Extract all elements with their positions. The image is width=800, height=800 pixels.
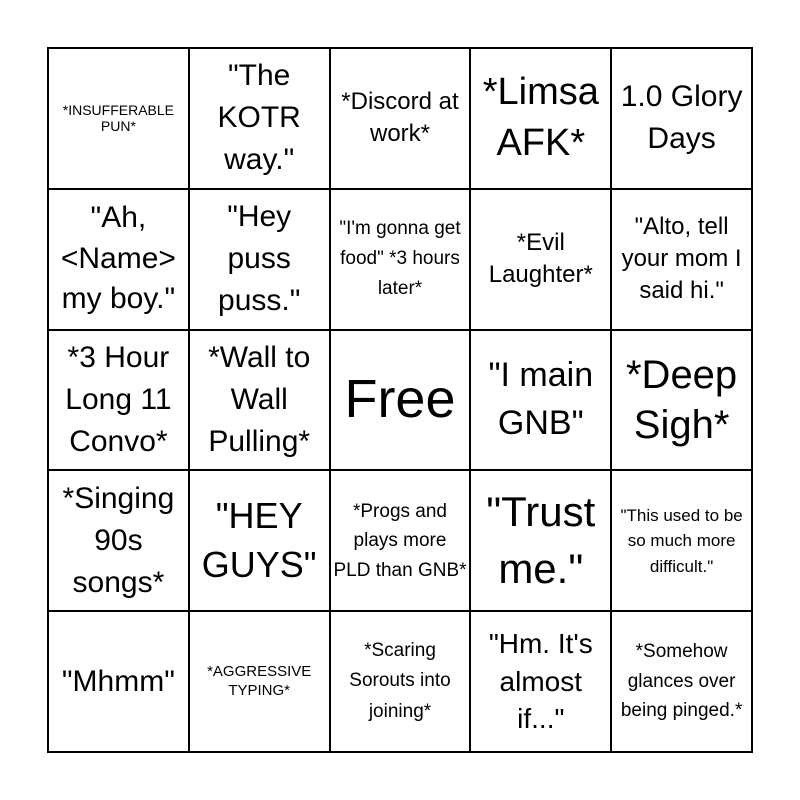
bingo-cell-r4c2[interactable]: "HEY GUYS": [190, 471, 331, 612]
bingo-cell-r5c1[interactable]: "Mhmm": [49, 612, 190, 753]
bingo-cell-r1c5[interactable]: 1.0 Glory Days: [612, 49, 753, 190]
bingo-cell-r1c2[interactable]: "The KOTR way.": [190, 49, 331, 190]
bingo-cell-r5c4[interactable]: "Hm. It's almost if...": [471, 612, 612, 753]
bingo-cell-r3c5[interactable]: *Deep Sigh*: [612, 331, 753, 472]
bingo-cell-r4c3[interactable]: *Progs and plays more PLD than GNB*: [331, 471, 472, 612]
bingo-cell-r1c3[interactable]: *Discord at work*: [331, 49, 472, 190]
bingo-cell-r2c1[interactable]: "Ah, <Name> my boy.": [49, 190, 190, 331]
bingo-cell-r2c2[interactable]: "Hey puss puss.": [190, 190, 331, 331]
bingo-cell-r2c4[interactable]: *Evil Laughter*: [471, 190, 612, 331]
bingo-cell-r5c2[interactable]: *AGGRESSIVE TYPING*: [190, 612, 331, 753]
bingo-cell-r1c1[interactable]: *INSUFFERABLE PUN*: [49, 49, 190, 190]
bingo-cell-r2c5[interactable]: "Alto, tell your mom I said hi.": [612, 190, 753, 331]
bingo-cell-r3c3[interactable]: Free: [331, 331, 472, 472]
bingo-cell-r1c4[interactable]: *Limsa AFK*: [471, 49, 612, 190]
bingo-board: [47, 47, 753, 753]
bingo-cell-r5c5[interactable]: *Somehow glances over being pinged.*: [612, 612, 753, 753]
bingo-cell-r3c1[interactable]: *3 Hour Long 11 Convo*: [49, 331, 190, 472]
bingo-cell-r2c3[interactable]: "I'm gonna get food" *3 hours later*: [331, 190, 472, 331]
bingo-cell-r4c4[interactable]: "Trust me.": [471, 471, 612, 612]
bingo-cell-r3c2[interactable]: *Wall to Wall Pulling*: [190, 331, 331, 472]
bingo-cell-r3c4[interactable]: "I main GNB": [471, 331, 612, 472]
bingo-cell-r4c5[interactable]: "This used to be so much more difficult.": [612, 471, 753, 612]
bingo-cell-r5c3[interactable]: *Scaring Sorouts into joining*: [331, 612, 472, 753]
bingo-cell-r4c1[interactable]: *Singing 90s songs*: [49, 471, 190, 612]
